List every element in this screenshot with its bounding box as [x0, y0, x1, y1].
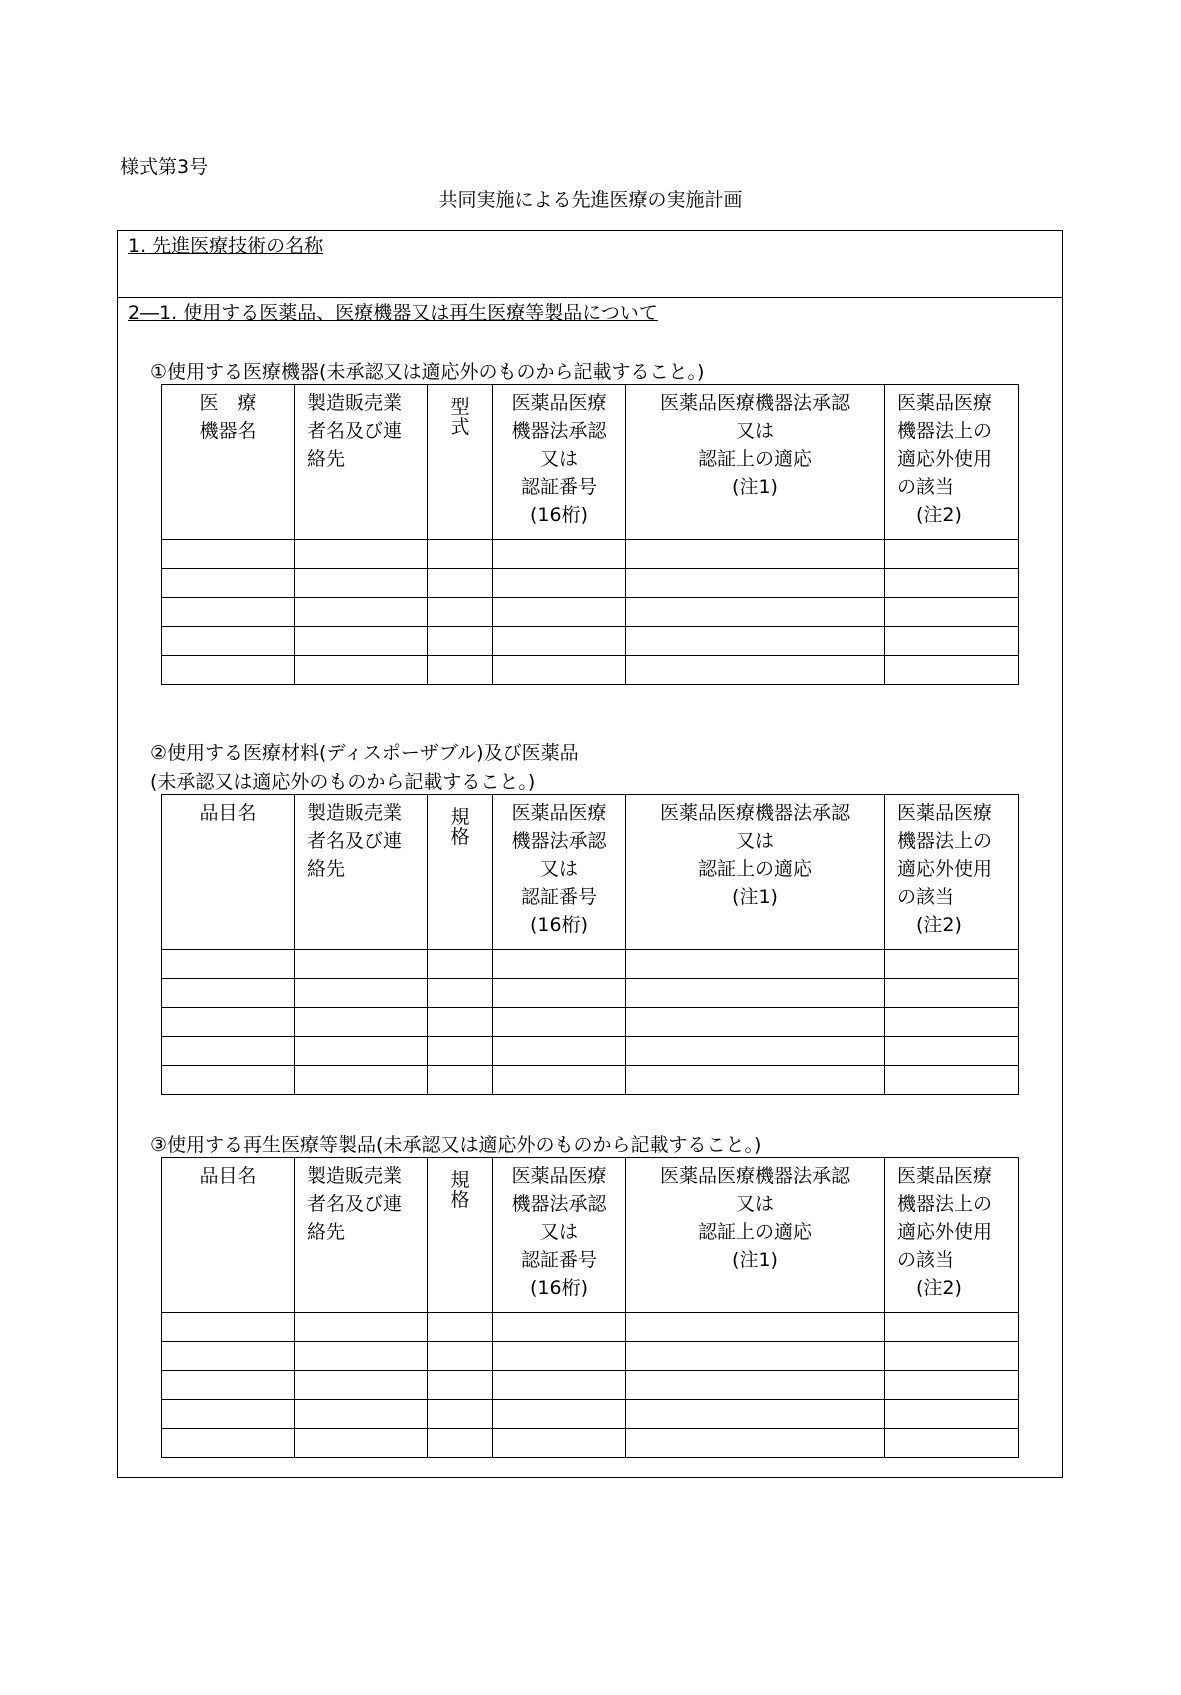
header-text: 品目名 [199, 802, 257, 824]
cell-name[interactable] [162, 1342, 295, 1371]
header-text: (注2) [897, 914, 962, 936]
header-text: 医薬品医療機器法承認 [659, 802, 850, 824]
header-text: (16桁) [529, 914, 588, 936]
header-manufacturer [295, 795, 428, 950]
table-row [162, 656, 1019, 685]
table-row [162, 540, 1019, 569]
cell-approval-number[interactable] [493, 598, 626, 627]
cell-spec[interactable] [428, 598, 493, 627]
cell-name[interactable] [162, 950, 295, 979]
header-row [162, 1158, 1019, 1313]
cell-approved-indication[interactable] [626, 950, 885, 979]
header-approved-indication [626, 385, 885, 540]
cell-approved-indication[interactable] [626, 540, 885, 569]
cell-name[interactable] [162, 1066, 295, 1095]
header-approval-number [493, 1158, 626, 1313]
header-row [162, 385, 1019, 540]
cell-off-label[interactable] [885, 950, 1019, 979]
section2-heading: 2―1. 使用する医薬品、医療機器又は再生医療等製品について [128, 302, 658, 324]
header-text: 又は [735, 830, 774, 852]
header-text: 製造販売業 [307, 802, 403, 824]
cell-spec[interactable] [428, 656, 493, 685]
header-text: 又は [539, 858, 578, 880]
cell-name[interactable] [162, 1008, 295, 1037]
form-number: 様式第3号 [120, 156, 209, 178]
table-row [162, 1429, 1019, 1458]
cell-spec[interactable] [428, 1037, 493, 1066]
cell-approved-indication[interactable] [626, 569, 885, 598]
header-off-label [885, 1158, 1019, 1313]
cell-manufacturer[interactable] [295, 1066, 428, 1095]
page-title: 共同実施による先進医療の実施計画 [438, 189, 743, 211]
cell-approval-number[interactable] [493, 950, 626, 979]
cell-spec[interactable] [428, 1429, 493, 1458]
cell-approved-indication[interactable] [626, 656, 885, 685]
header-name [162, 385, 295, 540]
cell-approval-number[interactable] [493, 1371, 626, 1400]
cell-name[interactable] [162, 1037, 295, 1066]
header-name [162, 795, 295, 950]
caption-line: ③使用する再生医療等製品(未承認又は適応外のものから記載すること。) [150, 1134, 762, 1156]
cell-name[interactable] [162, 627, 295, 656]
cell-spec[interactable] [428, 1313, 493, 1342]
cell-approval-number[interactable] [493, 656, 626, 685]
cell-name[interactable] [162, 540, 295, 569]
cell-manufacturer[interactable] [295, 1400, 428, 1429]
cell-name[interactable] [162, 979, 295, 1008]
cell-manufacturer[interactable] [295, 627, 428, 656]
caption-line: ①使用する医療機器(未承認又は適応外のものから記載すること。) [150, 361, 705, 383]
header-text: (16桁) [529, 1277, 588, 1299]
header-text: 機器法上の [897, 1193, 993, 1215]
table-row [162, 1037, 1019, 1066]
cell-approval-number[interactable] [493, 1342, 626, 1371]
header-text: 医薬品医療 [897, 1165, 993, 1187]
header-text: (注2) [897, 1277, 962, 1299]
header-text: 品目名 [199, 1165, 257, 1187]
table-row [162, 1400, 1019, 1429]
cell-name[interactable] [162, 1400, 295, 1429]
cell-manufacturer[interactable] [295, 569, 428, 598]
header-text: 医薬品医療機器法承認 [659, 392, 850, 414]
cell-off-label[interactable] [885, 656, 1019, 685]
table2-caption [150, 739, 579, 797]
caption-line: ②使用する医療材料(ディスポーザブル)及び医薬品 [150, 742, 579, 764]
header-text: 製造販売業 [307, 1165, 403, 1187]
cell-name[interactable] [162, 569, 295, 598]
header-manufacturer [295, 385, 428, 540]
header-text: 医薬品医療 [511, 392, 607, 414]
header-text: 式 [450, 416, 470, 438]
header-manufacturer [295, 1158, 428, 1313]
cell-approval-number[interactable] [493, 540, 626, 569]
header-spec [428, 795, 493, 950]
header-text: 者名及び連 [307, 1193, 403, 1215]
cell-manufacturer[interactable] [295, 1342, 428, 1371]
cell-spec[interactable] [428, 569, 493, 598]
cell-name[interactable] [162, 1371, 295, 1400]
cell-approved-indication[interactable] [626, 1037, 885, 1066]
header-text: 機器法承認 [511, 830, 607, 852]
header-text: 医薬品医療 [897, 392, 993, 414]
header-text: (注1) [732, 1249, 778, 1271]
cell-off-label[interactable] [885, 627, 1019, 656]
cell-approved-indication[interactable] [626, 1313, 885, 1342]
cell-off-label[interactable] [885, 1371, 1019, 1400]
cell-approval-number[interactable] [493, 1313, 626, 1342]
cell-approval-number[interactable] [493, 1037, 626, 1066]
header-text: (注1) [732, 886, 778, 908]
table-row [162, 979, 1019, 1008]
cell-spec[interactable] [428, 950, 493, 979]
cell-name[interactable] [162, 1429, 295, 1458]
cell-spec[interactable] [428, 1342, 493, 1371]
cell-spec[interactable] [428, 1400, 493, 1429]
header-text: 製造販売業 [307, 392, 403, 414]
header-text: 機器法承認 [511, 1193, 607, 1215]
cell-approval-number[interactable] [493, 627, 626, 656]
cell-manufacturer[interactable] [295, 950, 428, 979]
table-row [162, 569, 1019, 598]
cell-off-label[interactable] [885, 1313, 1019, 1342]
cell-spec[interactable] [428, 540, 493, 569]
cell-name[interactable] [162, 598, 295, 627]
cell-approved-indication[interactable] [626, 1342, 885, 1371]
header-text: 医 療 [199, 392, 257, 414]
header-text: 認証番号 [520, 476, 597, 498]
section1-heading: 1. 先進医療技術の名称 [128, 235, 324, 257]
cell-spec[interactable] [428, 1008, 493, 1037]
cell-manufacturer[interactable] [295, 979, 428, 1008]
header-text: 医薬品医療 [511, 1165, 607, 1187]
cell-approved-indication[interactable] [626, 1066, 885, 1095]
header-text: 機器法上の [897, 420, 993, 442]
cell-manufacturer[interactable] [295, 1037, 428, 1066]
section-divider [117, 297, 1063, 298]
cell-off-label[interactable] [885, 540, 1019, 569]
cell-approval-number[interactable] [493, 979, 626, 1008]
cell-approved-indication[interactable] [626, 1400, 885, 1429]
cell-manufacturer[interactable] [295, 1313, 428, 1342]
header-text: 適応外使用 [897, 448, 993, 470]
header-text: 認証上の適応 [697, 1221, 812, 1243]
cell-spec[interactable] [428, 979, 493, 1008]
cell-spec[interactable] [428, 627, 493, 656]
header-approval-number [493, 795, 626, 950]
header-text: 絡先 [307, 1221, 346, 1243]
header-off-label [885, 385, 1019, 540]
cell-approved-indication[interactable] [626, 1008, 885, 1037]
header-approval-number [493, 385, 626, 540]
cell-approval-number[interactable] [493, 569, 626, 598]
medical-material-table [161, 794, 1019, 1095]
header-text: (注2) [897, 504, 962, 526]
cell-approved-indication[interactable] [626, 1429, 885, 1458]
header-text: 格 [450, 826, 470, 848]
medical-device-table [161, 384, 1019, 685]
header-row [162, 795, 1019, 950]
cell-approval-number[interactable] [493, 1400, 626, 1429]
cell-spec[interactable] [428, 1066, 493, 1095]
header-text: の該当 [897, 476, 955, 498]
header-text: 者名及び連 [307, 420, 403, 442]
header-off-label [885, 795, 1019, 950]
table-row [162, 1066, 1019, 1095]
header-text: 認証番号 [520, 1249, 597, 1271]
cell-manufacturer[interactable] [295, 598, 428, 627]
table-row [162, 1313, 1019, 1342]
cell-off-label[interactable] [885, 569, 1019, 598]
table-row [162, 950, 1019, 979]
header-text: 認証番号 [520, 886, 597, 908]
header-text: の該当 [897, 1249, 955, 1271]
cell-spec[interactable] [428, 1371, 493, 1400]
caption-line: (未承認又は適応外のものから記載すること。) [150, 771, 536, 793]
header-text: 者名及び連 [307, 830, 403, 852]
table-row [162, 1371, 1019, 1400]
header-text: 適応外使用 [897, 1221, 993, 1243]
cell-name[interactable] [162, 1313, 295, 1342]
header-text: 医薬品医療機器法承認 [659, 1165, 850, 1187]
cell-off-label[interactable] [885, 598, 1019, 627]
cell-off-label[interactable] [885, 1429, 1019, 1458]
table-row [162, 627, 1019, 656]
header-text: 格 [450, 1189, 470, 1211]
header-approved-indication [626, 795, 885, 950]
cell-approved-indication[interactable] [626, 979, 885, 1008]
table1-caption [150, 358, 704, 387]
cell-manufacturer[interactable] [295, 1008, 428, 1037]
header-text: 又は [539, 1221, 578, 1243]
table-row [162, 598, 1019, 627]
header-text: (注1) [732, 476, 778, 498]
cell-manufacturer[interactable] [295, 1371, 428, 1400]
header-text: 適応外使用 [897, 858, 993, 880]
cell-off-label[interactable] [885, 1342, 1019, 1371]
header-text: 機器名 [199, 420, 257, 442]
table3-caption [150, 1131, 761, 1160]
header-text: 又は [735, 420, 774, 442]
table-row [162, 1342, 1019, 1371]
header-text: 規 [450, 1169, 470, 1191]
cell-approved-indication[interactable] [626, 1371, 885, 1400]
header-text: 又は [539, 448, 578, 470]
cell-approved-indication[interactable] [626, 627, 885, 656]
cell-approved-indication[interactable] [626, 598, 885, 627]
header-text: 医薬品医療 [897, 802, 993, 824]
cell-off-label[interactable] [885, 1066, 1019, 1095]
header-text: (16桁) [529, 504, 588, 526]
header-text: 絡先 [307, 858, 346, 880]
cell-name[interactable] [162, 656, 295, 685]
header-spec [428, 385, 493, 540]
header-text: 認証上の適応 [697, 448, 812, 470]
cell-off-label[interactable] [885, 1037, 1019, 1066]
header-spec [428, 1158, 493, 1313]
cell-approval-number[interactable] [493, 1066, 626, 1095]
table-row [162, 1008, 1019, 1037]
cell-approval-number[interactable] [493, 1429, 626, 1458]
header-text: の該当 [897, 886, 955, 908]
cell-off-label[interactable] [885, 1400, 1019, 1429]
cell-manufacturer[interactable] [295, 1429, 428, 1458]
cell-off-label[interactable] [885, 1008, 1019, 1037]
cell-manufacturer[interactable] [295, 540, 428, 569]
header-text: 医薬品医療 [511, 802, 607, 824]
header-text: 認証上の適応 [697, 858, 812, 880]
cell-manufacturer[interactable] [295, 656, 428, 685]
header-name [162, 1158, 295, 1313]
cell-approval-number[interactable] [493, 1008, 626, 1037]
header-approved-indication [626, 1158, 885, 1313]
cell-off-label[interactable] [885, 979, 1019, 1008]
header-text: 型 [450, 396, 470, 418]
header-text: 機器法承認 [511, 420, 607, 442]
regenerative-product-table [161, 1157, 1019, 1458]
header-text: 絡先 [307, 448, 346, 470]
header-text: 規 [450, 806, 470, 828]
header-text: 機器法上の [897, 830, 993, 852]
header-text: 又は [735, 1193, 774, 1215]
